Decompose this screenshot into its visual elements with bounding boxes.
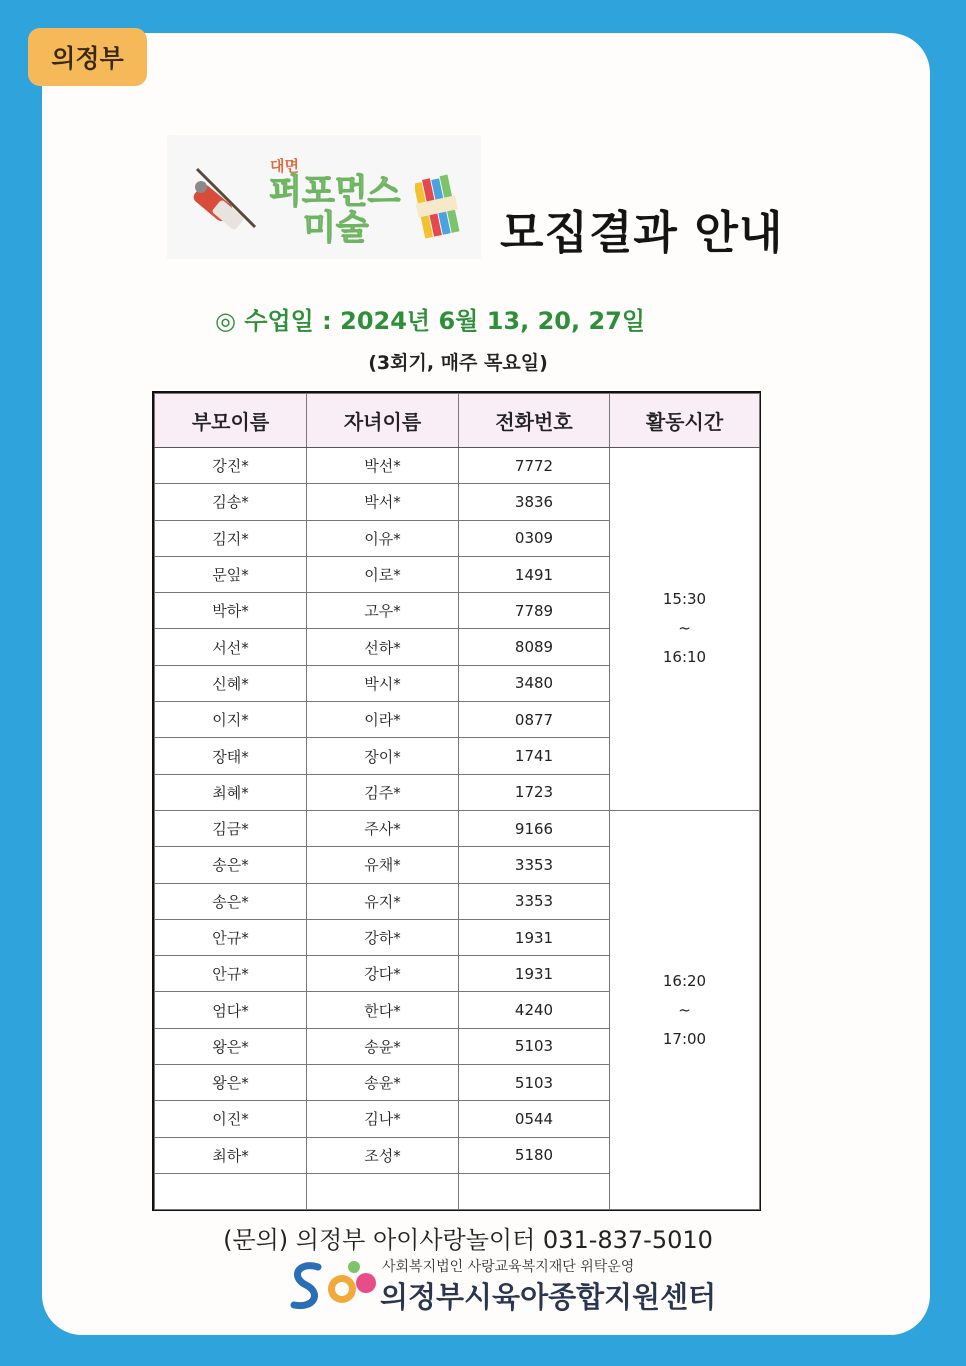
- child-name-cell: 이라*: [307, 702, 459, 738]
- phone-cell: 1931: [459, 919, 610, 955]
- child-name-cell: 조성*: [307, 1137, 459, 1173]
- phone-cell: 0877: [459, 702, 610, 738]
- parent-name-cell: 장태*: [155, 738, 307, 774]
- child-name-cell: [307, 1173, 459, 1209]
- child-name-cell: 유채*: [307, 847, 459, 883]
- child-name-cell: 송윤*: [307, 1065, 459, 1101]
- org-subtitle: 사회복지법인 사랑교육복지재단 위탁운영: [382, 1259, 635, 1275]
- region-tab: 의정부: [28, 28, 147, 86]
- activity-time-cell-group2: [610, 810, 760, 1209]
- child-name-cell: 송윤*: [307, 1028, 459, 1064]
- class-note: (3회기, 매주 목요일): [368, 352, 548, 374]
- child-name-cell: 박서*: [307, 484, 459, 520]
- crayons-icon: [415, 173, 463, 241]
- child-name-cell: 이로*: [307, 556, 459, 592]
- header-phone: 전화번호: [459, 394, 610, 448]
- child-name-cell: 고우*: [307, 593, 459, 629]
- child-name-cell: 유지*: [307, 883, 459, 919]
- time-start: 15:30: [662, 590, 707, 609]
- phone-cell: 5103: [459, 1065, 610, 1101]
- parent-name-cell: 문잎*: [155, 556, 307, 592]
- table-row: [155, 810, 760, 846]
- program-banner: [167, 135, 481, 259]
- phone-cell: 1741: [459, 738, 610, 774]
- phone-cell: 3353: [459, 847, 610, 883]
- table-row: [155, 448, 760, 484]
- time-end: 17:00: [662, 1029, 707, 1048]
- parent-name-cell: 김지*: [155, 520, 307, 556]
- child-name-cell: 주사*: [307, 810, 459, 846]
- phone-cell: 8089: [459, 629, 610, 665]
- header-parent-name: 부모이름: [155, 394, 307, 448]
- parent-name-cell: 김금*: [155, 810, 307, 846]
- parent-name-cell: [155, 1173, 307, 1209]
- phone-cell: 1491: [459, 556, 610, 592]
- table-header-row: [155, 394, 760, 448]
- child-name-cell: 한다*: [307, 992, 459, 1028]
- contact-info: (문의) 의정부 아이사랑놀이터 031-837-5010: [223, 1226, 713, 1254]
- class-date: ◎ 수업일 : 2024년 6월 13, 20, 27일: [214, 307, 646, 335]
- parent-name-cell: 송은*: [155, 883, 307, 919]
- phone-cell: 1931: [459, 956, 610, 992]
- banner-title-line1: 퍼포먼스: [269, 172, 401, 212]
- phone-cell: 5180: [459, 1137, 610, 1173]
- child-name-cell: 박선*: [307, 448, 459, 484]
- phone-cell: 9166: [459, 810, 610, 846]
- parent-name-cell: 안규*: [155, 956, 307, 992]
- org-name: 의정부시육아종합지원센터: [380, 1280, 717, 1314]
- child-name-cell: 김주*: [307, 774, 459, 810]
- parent-name-cell: 안규*: [155, 919, 307, 955]
- paint-tube-brush-icon: [189, 163, 267, 243]
- parent-name-cell: 서선*: [155, 629, 307, 665]
- parent-name-cell: 이지*: [155, 702, 307, 738]
- child-name-cell: 김나*: [307, 1101, 459, 1137]
- header-activity-time: 활동시간: [610, 394, 760, 448]
- phone-cell: 5103: [459, 1028, 610, 1064]
- parent-name-cell: 강진*: [155, 448, 307, 484]
- phone-cell: 7789: [459, 593, 610, 629]
- child-name-cell: 강다*: [307, 956, 459, 992]
- phone-cell: 7772: [459, 448, 610, 484]
- parent-name-cell: 이진*: [155, 1101, 307, 1137]
- time-separator: ~: [678, 619, 691, 638]
- center-logo-icon: [288, 1255, 380, 1313]
- activity-time-cell-group1: [610, 448, 760, 811]
- parent-name-cell: 최하*: [155, 1137, 307, 1173]
- footer-org: [288, 1255, 718, 1315]
- parent-name-cell: 신혜*: [155, 665, 307, 701]
- child-name-cell: 이유*: [307, 520, 459, 556]
- parent-name-cell: 최혜*: [155, 774, 307, 810]
- phone-cell: 3480: [459, 665, 610, 701]
- enrollment-table: [152, 391, 761, 1211]
- parent-name-cell: 김송*: [155, 484, 307, 520]
- phone-cell: [459, 1173, 610, 1209]
- phone-cell: 0309: [459, 520, 610, 556]
- banner-title-line2: 미술: [303, 208, 369, 248]
- parent-name-cell: 왕은*: [155, 1028, 307, 1064]
- header-child-name: 자녀이름: [307, 394, 459, 448]
- phone-cell: 3353: [459, 883, 610, 919]
- time-separator: ~: [678, 1000, 691, 1019]
- banner-subtitle: 대면: [270, 157, 299, 175]
- phone-cell: 0544: [459, 1101, 610, 1137]
- phone-cell: 3836: [459, 484, 610, 520]
- child-name-cell: 장이*: [307, 738, 459, 774]
- child-name-cell: 강하*: [307, 919, 459, 955]
- parent-name-cell: 박하*: [155, 593, 307, 629]
- parent-name-cell: 왕은*: [155, 1065, 307, 1101]
- main-title: 모집결과 안내: [500, 206, 784, 259]
- child-name-cell: 박시*: [307, 665, 459, 701]
- child-name-cell: 선하*: [307, 629, 459, 665]
- parent-name-cell: 송은*: [155, 847, 307, 883]
- parent-name-cell: 엄다*: [155, 992, 307, 1028]
- phone-cell: 4240: [459, 992, 610, 1028]
- phone-cell: 1723: [459, 774, 610, 810]
- time-start: 16:20: [662, 971, 707, 990]
- time-end: 16:10: [662, 648, 707, 667]
